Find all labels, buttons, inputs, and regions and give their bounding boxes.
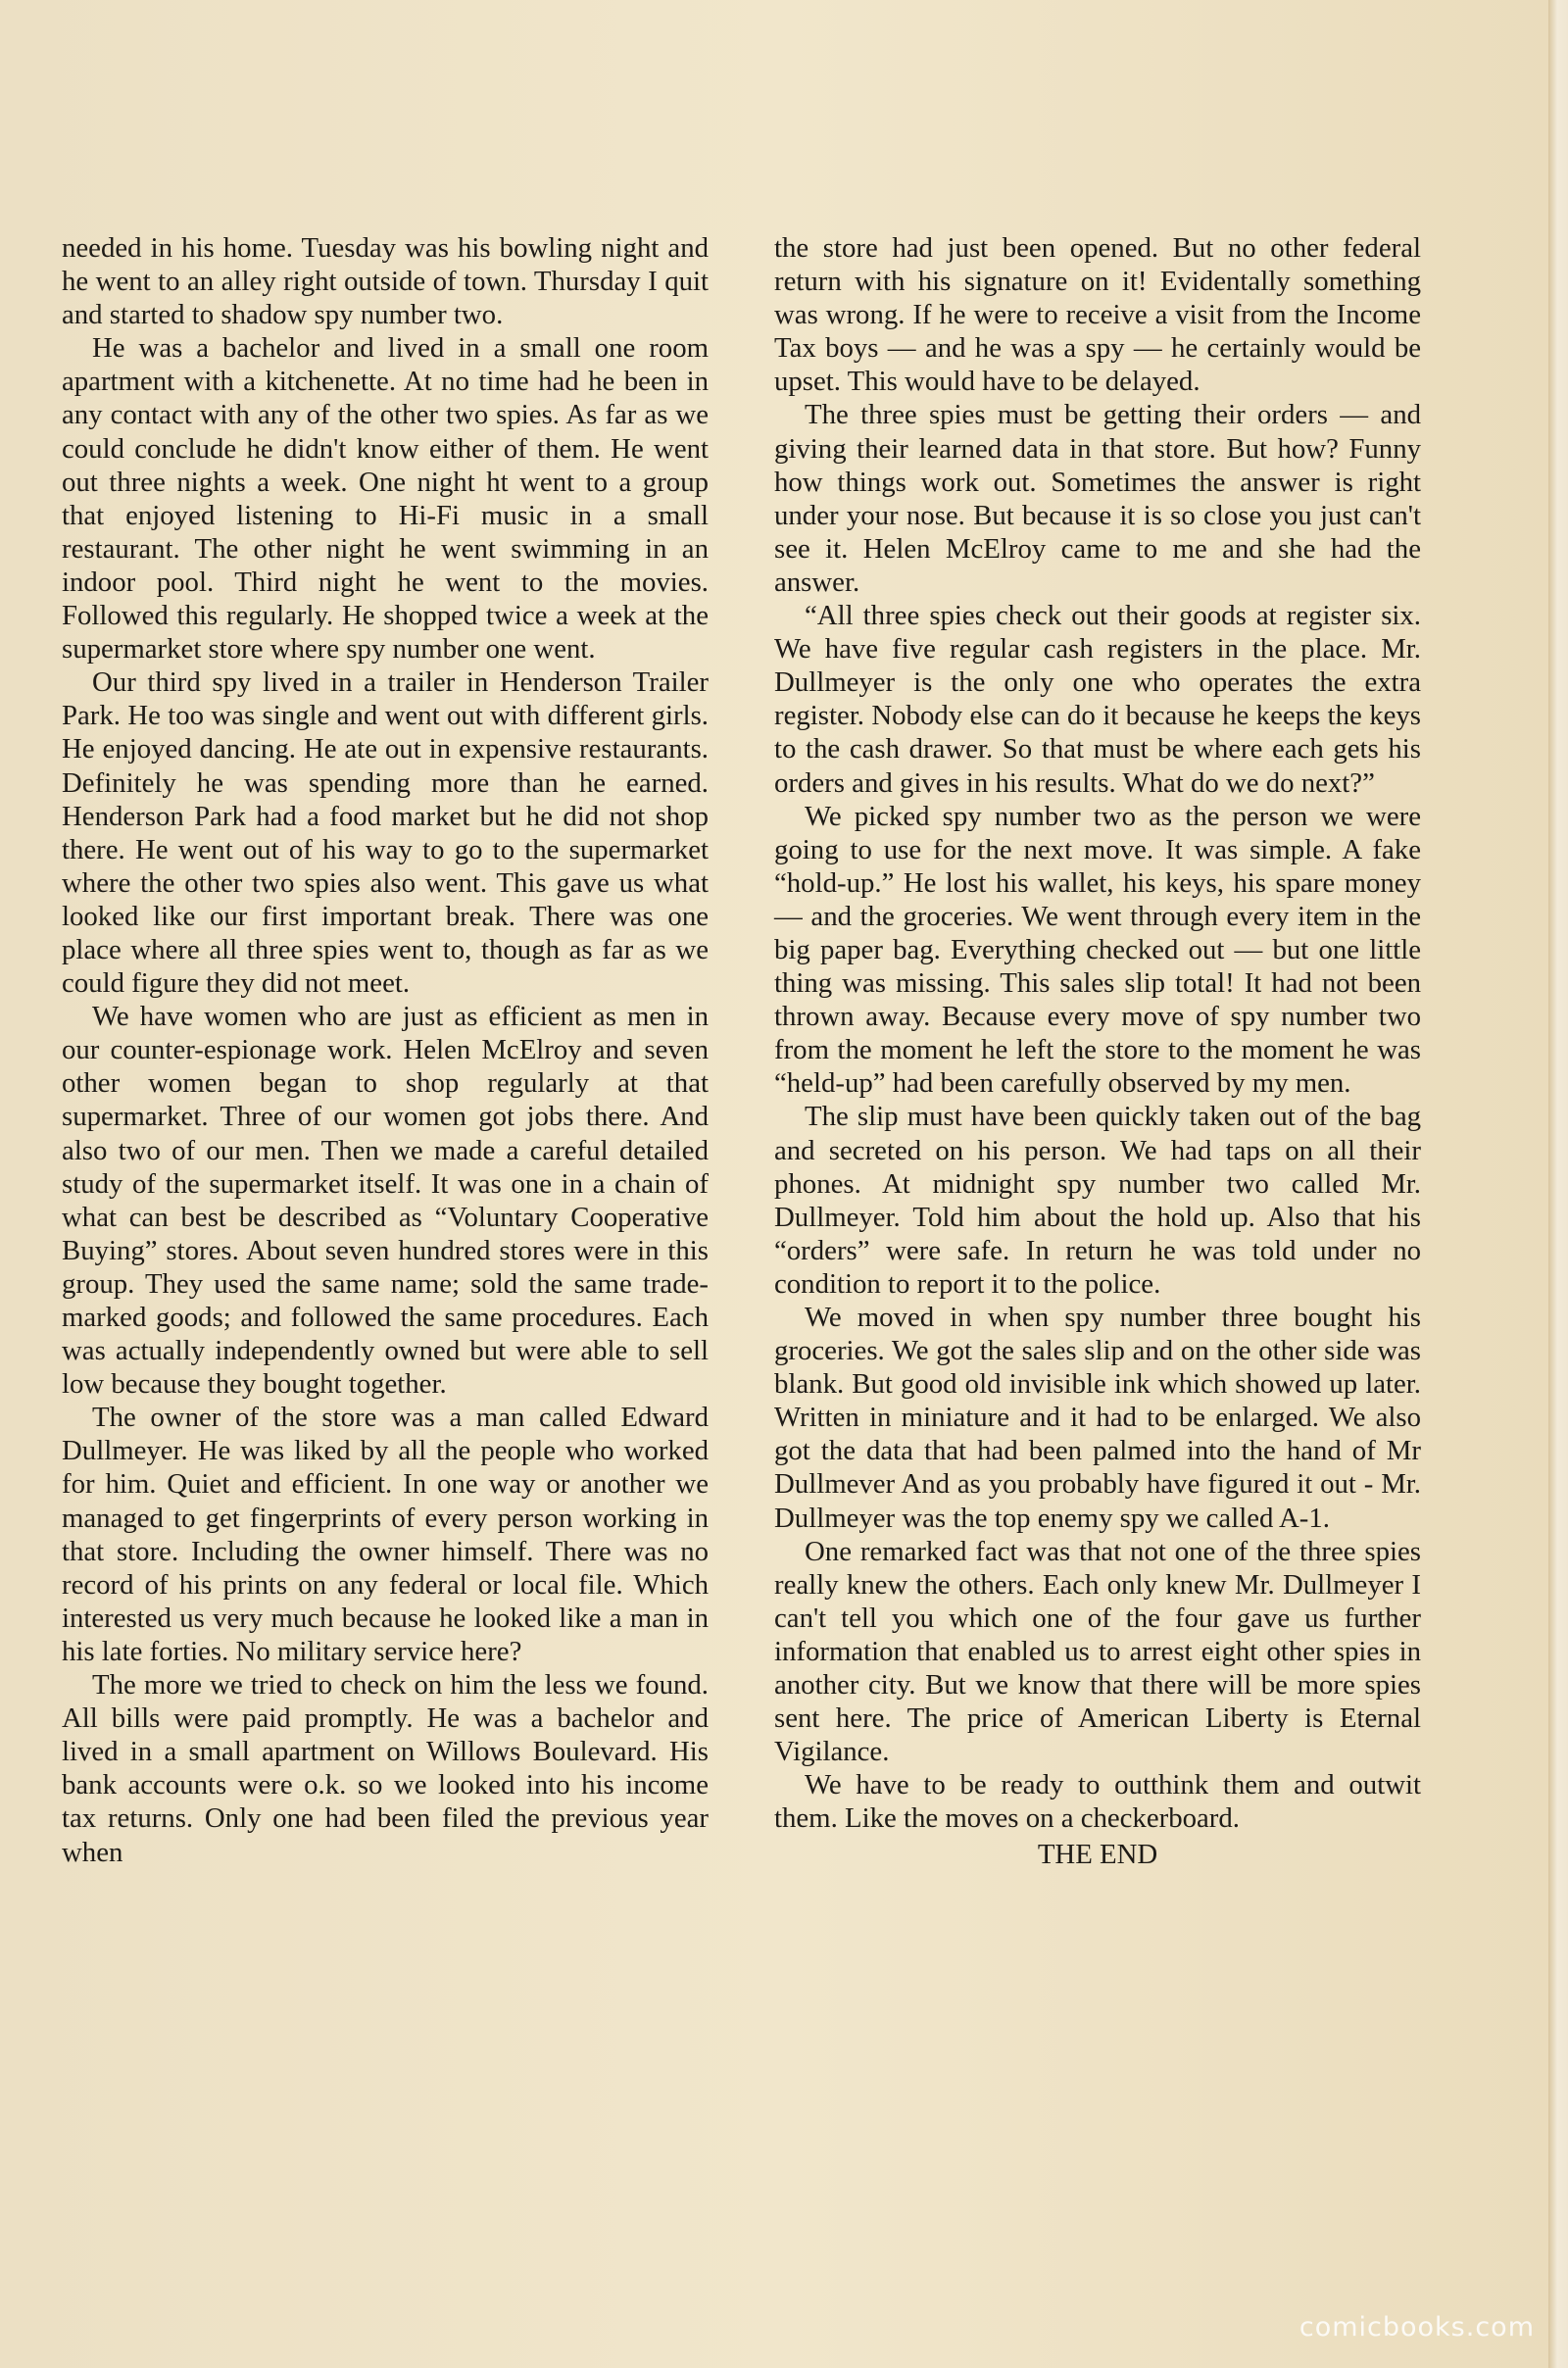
- paragraph: The three spies must be getting their orders — and giving their learned data in that store. But how? Funny how things work out. Sometimes the answer is right under your nose. But because it is so close you just can't see it. Helen McElroy came to me and she had the answer.: [774, 399, 1421, 598]
- the-end-label: THE END: [1037, 1838, 1158, 1870]
- paragraph: The more we tried to check on him the less we found. All bills were paid promptly. He was a bachelor and lived in a small apartment on Willows Boulevard. His bank accounts were o.k. so we looked into his income tax returns. Only one had been filed the previous year when: [62, 1669, 709, 1868]
- paragraph: We have to be ready to outthink them and outwit them. Like the moves on a checkerboard.: [774, 1769, 1421, 1835]
- page-edge: [1548, 0, 1568, 2368]
- paragraph: the store had just been opened. But no other federal return with his signature on it! Evidentally something was wrong. If he were to receive a visit from the Income Tax boys — and he was a spy — he certainly would be upset. This would have to be delayed.: [774, 232, 1421, 398]
- paragraph: We moved in when spy number three bought his groceries. We got the sales slip and on the other side was blank. But good old invisible ink which showed up later. Written in miniature and it had to be enlarged. We also got the data that had been palmed into the hand of Mr Dullmever And as you probably have figured it out - Mr. Dullmeyer was the top enemy spy we called A-1.: [774, 1302, 1421, 1534]
- paragraph: He was a bachelor and lived in a small one room apartment with a kitchenette. At no time had he been in any contact with any of the other two spies. As far as we could conclude he didn't know either of them. He went out three nights a week. One night ht went to a group that enjoyed listening to Hi-Fi music in a small restaurant. The other night he went swimming in an indoor pool. Third night he went to the movies. Followed this regularly. He shopped twice a week at the supermarket store where spy number one went.: [62, 332, 709, 666]
- paragraph: The slip must have been quickly taken out of the bag and secreted on his person. We had taps on all their phones. At midnight spy number two called Mr. Dullmeyer. Told him about the hold up. Also that his “orders” were safe. In return he was told under no condition to report it to the police.: [774, 1101, 1421, 1300]
- paragraph: Our third spy lived in a trailer in Henderson Trailer Park. He too was single and went out with different girls. He enjoyed dancing. He ate out in expensive restaurants. Definitely he was spending more than he earned. Henderson Park had a food market but he did not shop there. He went out of his way to go to the supermarket where the other two spies also went. This gave us what looked like our first important break. There was one place where all three spies went to, though as far as we could figure they did not meet.: [62, 666, 709, 1000]
- left-text-column: [62, 231, 709, 1869]
- site-watermark: comicbooks.com: [1298, 2312, 1535, 2343]
- right-text-column: [774, 231, 1421, 1871]
- paragraph: “All three spies check out their goods at register six. We have five regular cash registers in the place. Mr. Dullmeyer is the only one who operates the extra register. Nobody else can do it because he keeps the keys to the cash drawer. So that must be where each gets his orders and gives in his results. What do we do next?”: [774, 600, 1421, 799]
- paragraph: We picked spy number two as the person we were going to use for the next move. It was simple. A fake “hold-up.” He lost his wallet, his keys, his spare money — and the groceries. We went through every item in the big paper bag. Everything checked out — but one little thing was missing. This sales slip total! It had not been thrown away. Because every move of spy number two from the moment he left the store to the moment he was “held-up” had been carefully observed by my men.: [774, 800, 1421, 1100]
- paragraph: The owner of the store was a man called Edward Dullmeyer. He was liked by all the people who worked for him. Quiet and efficient. In one way or another we managed to get fingerprints of every person working in that store. Including the owner himself. There was no record of his prints on any federal or local file. Which interested us very much because he looked like a man in his late forties. No military service here?: [62, 1402, 709, 1667]
- paragraph: One remarked fact was that not one of the three spies really knew the others. Each only knew Mr. Dullmeyer I can't tell you which one of the four gave us further information that enabled us to arrest eight other spies in another city. But we know that there will be more spies sent here. The price of American Liberty is Eternal Vigilance.: [774, 1535, 1421, 1768]
- paragraph: We have women who are just as efficient as men in our counter-espionage work. Helen McElroy and seven other women began to shop regularly at that supermarket. Three of our women got jobs there. And also two of our men. Then we made a careful detailed study of the supermarket itself. It was one in a chain of what can best be described as “Voluntary Cooperative Buying” stores. About seven hundred stores were in this group. They used the same name; sold the same trade-marked goods; and followed the same procedures. Each was actually independently owned but were able to sell low because they bought together.: [62, 1001, 709, 1401]
- paragraph: needed in his home. Tuesday was his bowling night and he went to an alley right outside of town. Thursday I quit and started to shadow spy number two.: [62, 232, 709, 331]
